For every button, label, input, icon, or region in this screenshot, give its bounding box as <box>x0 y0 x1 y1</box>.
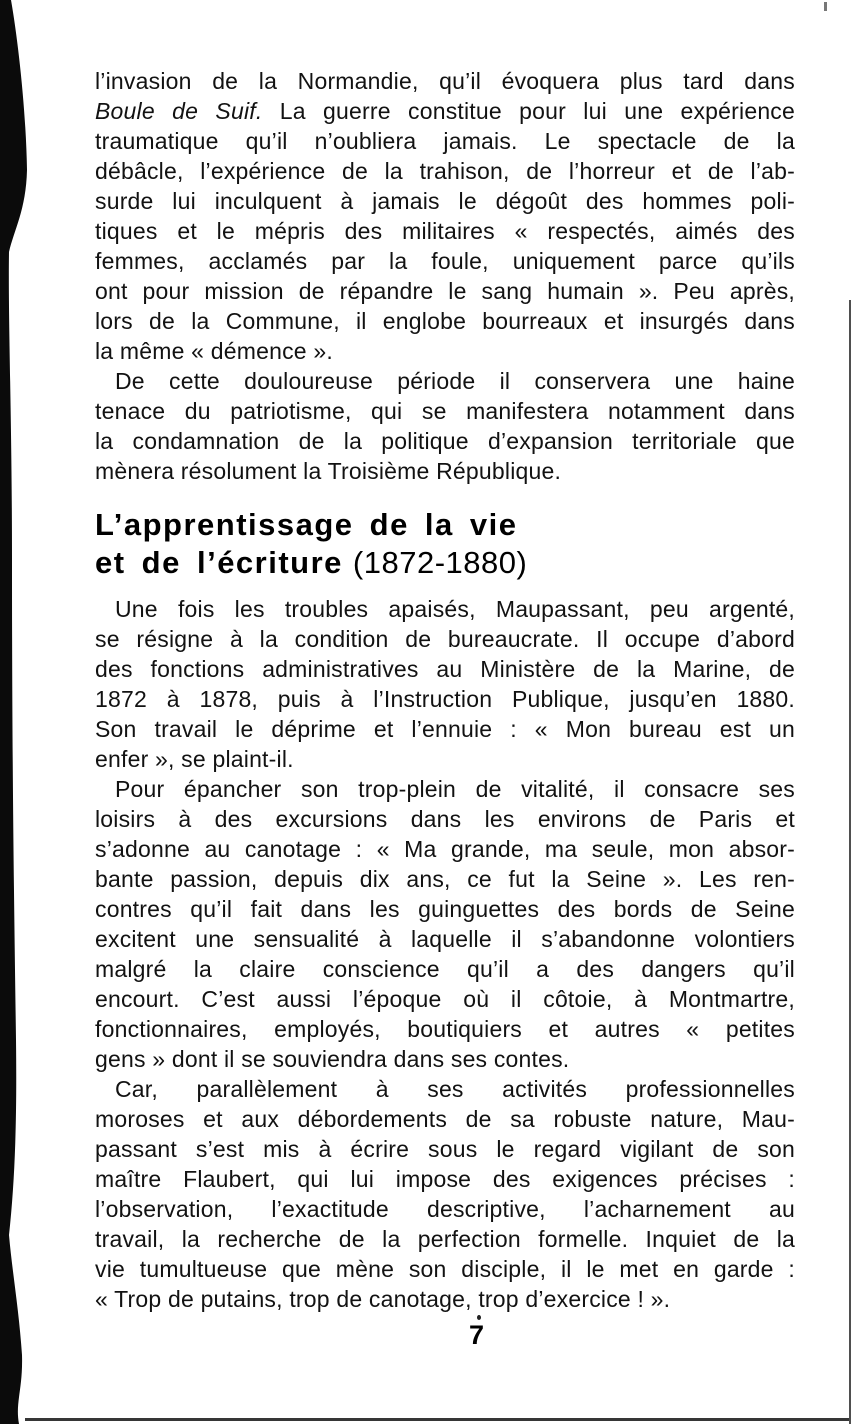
text-line: Pour épancher son trop-plein de vitalité, il consacre ses <box>115 776 795 802</box>
text-line: Une fois les troubles apaisés, Maupassant, peu argenté, <box>115 596 795 622</box>
page-footer <box>95 1320 795 1351</box>
text-line: des fonctions administratives au Ministère de la Marine, de <box>95 656 795 682</box>
italic-title-text: Boule de Suif. <box>95 98 263 124</box>
text-line: maître Flaubert, qui lui impose des exigences précises : <box>95 1166 795 1192</box>
text-line: lors de la Commune, il englobe bourreaux et insurgés dans <box>95 308 795 334</box>
body-paragraphs-after-heading <box>95 594 795 1314</box>
text-line: travail, la recherche de la perfection formelle. Inquiet de la <box>95 1226 795 1252</box>
text-line: moroses et aux débordements de sa robuste nature, Mau- <box>95 1106 795 1132</box>
text-segment: La guerre constitue pour lui une expérience <box>262 98 795 124</box>
paragraph <box>95 66 795 366</box>
text-line: tiques et le mépris des militaires « respectés, aimés des <box>95 218 795 244</box>
heading-title-part-2: et de l’écriture <box>95 545 343 580</box>
scan-bottom-edge-line <box>25 1418 851 1421</box>
text-line: traumatique qu’il n’oubliera jamais. Le spectacle de la <box>95 128 795 154</box>
text-line: De cette douloureuse période il conservera une haine <box>115 368 795 394</box>
section-heading-line-1 <box>95 506 795 544</box>
heading-date-range: (1872-1880) <box>352 545 528 580</box>
text-line: loisirs à des excursions dans les environs de Paris et <box>95 806 795 832</box>
text-line: mènera résolument la Troisième République. <box>95 458 562 484</box>
text-column <box>95 66 795 1351</box>
paragraph <box>95 774 795 1074</box>
text-line: Son travail le déprime et l’ennuie : « Mon bureau est un <box>95 716 795 742</box>
text-line: Car, parallèlement à ses activités professionnelles <box>115 1076 795 1102</box>
text-line: débâcle, l’expérience de la trahison, de l’horreur et de l’ab- <box>95 158 795 184</box>
book-spine-shadow <box>0 0 34 1424</box>
text-line: « Trop de putains, trop de canotage, trop d’exercice ! ». <box>95 1286 671 1312</box>
text-line: encourt. C’est aussi l’époque où il côtoie, à Montmartre, <box>95 986 795 1012</box>
text-line: s’adonne au canotage : « Ma grande, ma seule, mon absor- <box>95 836 795 862</box>
text-line: malgré la claire conscience qu’il a des dangers qu’il <box>95 956 795 982</box>
text-line: l’observation, l’exactitude descriptive, l’acharnement au <box>95 1196 795 1222</box>
text-line: excitent une sensualité à laquelle il s’abandonne volontiers <box>95 926 795 952</box>
section-heading-line-2 <box>95 544 795 582</box>
text-line: ont pour mission de répandre le sang humain ». Peu après, <box>95 278 795 304</box>
text-line: l’invasion de la Normandie, qu’il évoquera plus tard dans <box>95 68 795 94</box>
body-paragraphs-before-heading <box>95 66 795 486</box>
paragraph <box>95 366 795 486</box>
text-line: surde lui inculquent à jamais le dégoût des hommes poli- <box>95 188 795 214</box>
page-number: 7 <box>468 1320 486 1350</box>
text-line: la même « démence ». <box>95 338 333 364</box>
scan-speck-top <box>824 2 827 11</box>
text-line: 1872 à 1878, puis à l’Instruction Publique, jusqu’en 1880. <box>95 686 795 712</box>
text-line: femmes, acclamés par la foule, uniquement parce qu’ils <box>95 248 795 274</box>
text-line: enfer », se plaint-il. <box>95 746 294 772</box>
section-heading <box>95 506 795 582</box>
text-line: fonctionnaires, employés, boutiquiers et autres « petites <box>95 1016 795 1042</box>
text-line: vie tumultueuse que mène son disciple, il le met en garde : <box>95 1256 795 1282</box>
text-line: la condamnation de la politique d’expansion territoriale que <box>95 428 795 454</box>
heading-title-part-1: L’apprentissage de la vie <box>95 507 518 542</box>
text-line: bante passion, depuis dix ans, ce fut la Seine ». Les ren- <box>95 866 795 892</box>
text-line: gens » dont il se souviendra dans ses contes. <box>95 1046 570 1072</box>
text-line: passant s’est mis à écrire sous le regard vigilant de son <box>95 1136 795 1162</box>
text-line: tenace du patriotisme, qui se manifestera notamment dans <box>95 398 795 424</box>
text-line <box>95 96 795 126</box>
text-line: se résigne à la condition de bureaucrate. Il occupe d’abord <box>95 626 795 652</box>
paragraph <box>95 1074 795 1314</box>
text-line: contres qu’il fait dans les guinguettes des bords de Seine <box>95 896 795 922</box>
paragraph <box>95 594 795 774</box>
